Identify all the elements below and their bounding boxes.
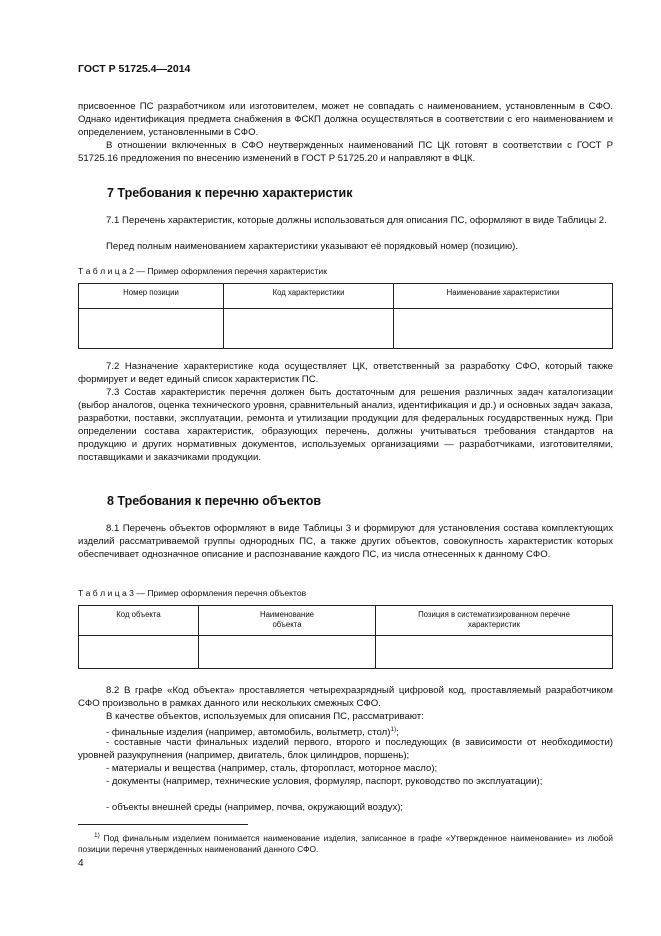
page-number: 4 — [78, 858, 84, 869]
table-3-cell — [376, 636, 613, 669]
table-3-header-position-line-1: Позиция в систематизированном перечне — [418, 610, 570, 619]
bullet-final-products-end: ; — [396, 727, 399, 739]
paragraph-7-1: 7.1 Перечень характеристик, которые должны использоваться для описания ПС, оформляют в виде Таблицы 2. — [106, 215, 607, 226]
table-2-cell — [394, 309, 613, 349]
paragraph-7-3: 7.3 Состав характеристик перечня должен быть достаточным для решения различных задач каталогизации (выбор аналогов, оценка технического уровня, сравнительный анализ, идентификация и др.) и основных задач заказа, разработки, поставки, эксплуатации, ремонта и утилизации продукции для федеральных государственных нужд. При определении состава характеристик, образующих перечень, должны учитываться требования стандартов на продукцию и других нормативных документов, используемых организациями — разработчиками, изготовителями, поставщиками и заказчиками продукции. — [78, 387, 613, 463]
table-3-header-code: Код объекта — [79, 606, 199, 636]
paragraph-8-1: 8.1 Перечень объектов оформляют в виде Таблицы 3 и формируют для установления состава комплектующих изделий рассматриваемой группы однородных ПС, а также других объектов, совокупность характеристик которых обеспечивает однозначное описание и распознавание каждого ПС, из числа отнесенных к данному СФО. — [78, 523, 613, 560]
paragraph-7-2: 7.2 Назначение характеристике кода осуществляет ЦК, ответственный за разработку СФО, который также формирует и ведет единый список характеристик ПС. — [78, 361, 613, 385]
table-2-header-position: Номер позиции — [79, 284, 224, 309]
bullet-final-products-text: - финальные изделия (например, автомобиль, вольтметр, стол) — [106, 727, 391, 739]
footnote-separator — [78, 824, 248, 825]
bullet-components: - составные части финальных изделий первого, второго и последующих (в зависимости от необходимости) уровней разукрупнения (например, двигатель, блок цилиндров, поршень); — [78, 737, 613, 761]
bullet-environment: - объекты внешней среды (например, почва, окружающий воздух); — [106, 802, 404, 813]
table-2-cell — [224, 309, 394, 349]
paragraph-8-2-b: В качестве объектов, используемых для описания ПС, рассматривают: — [106, 711, 424, 722]
table-3-header-name — [199, 606, 376, 636]
table-2-header-name: Наименование характеристики — [394, 284, 613, 309]
table-3 — [78, 605, 613, 669]
table-3-cell — [199, 636, 376, 669]
footnote — [78, 830, 613, 855]
bullet-materials: - материалы и вещества (например, сталь, фторопласт, моторное масло); — [106, 763, 438, 774]
table-2-header-code: Код характеристики — [224, 284, 394, 309]
table-3-caption: Т а б л и ц а 3 — Пример оформления перечня объектов — [78, 588, 307, 598]
section-7-heading: 7 Требования к перечню характеристик — [107, 186, 353, 200]
table-3-header-position — [376, 606, 613, 636]
table-3-header-position-line-2: характеристик — [467, 620, 521, 629]
table-3-cell — [79, 636, 199, 669]
table-3-header-name-line-2: объекта — [272, 620, 302, 629]
standard-header: ГОСТ Р 51725.4—2014 — [78, 63, 191, 75]
footnote-ref: 1) — [390, 726, 397, 733]
table-2-cell — [79, 309, 224, 349]
table-3-header-name-line-1: Наименование — [259, 610, 315, 619]
paragraph-8-2: 8.2 В графе «Код объекта» проставляется четырехразрядный цифровой код, проставляемый разработчиком СФО произвольно в рамках данного или нескольких смежных СФО. — [78, 685, 613, 709]
section-8-heading: 8 Требования к перечню объектов — [107, 494, 322, 508]
intro-paragraph-2: В отношении включенных в СФО неутвержденных наименований ПС ЦК готовят в соответствии с ГОСТ Р 51725.16 предложения по внесению изменений в ГОСТ Р 51725.20 и направляют в ФЦК. — [78, 140, 613, 164]
footnote-mark: 1) — [94, 832, 100, 839]
footnote-text: Под финальным изделием понимается наименование изделия, записанное в графе «Утвержденное наименование» из любой позиции перечня утвержденных наименований данного СФО. — [78, 832, 613, 854]
table-2 — [78, 283, 613, 349]
intro-paragraph-1: присвоенное ПС разработчиком или изготовителем, может не совпадать с наименованием, установленным в СФО. Однако идентификация предмета снабжения в ФСКП должна осуществляться в соответствии с его наименованием и определением, установленными в СФО. — [78, 101, 613, 138]
table-2-caption: Т а б л и ц а 2 — Пример оформления перечня характеристик — [78, 266, 327, 276]
bullet-documents: - документы (например, технические условия, формуляр, паспорт, руководство по эксплуатации); — [106, 776, 543, 787]
paragraph-7-1-b: Перед полным наименованием характеристики указывают её порядковый номер (позицию). — [106, 241, 519, 252]
